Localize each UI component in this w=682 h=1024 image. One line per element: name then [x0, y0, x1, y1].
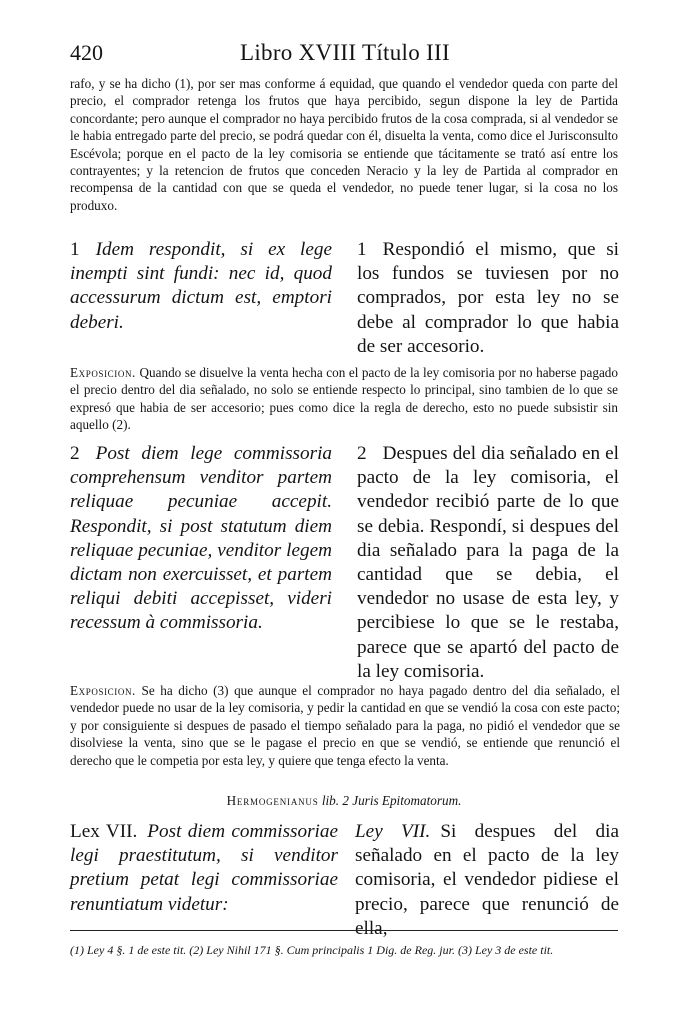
intro-paragraph: rafo, y se ha dicho (1), por ser mas conforme á equidad, que quando el vendedor queda con parte del precio, el comprador retenga los frutos que haya percibido, segun dispone la ley de Partida concordante; pero aunque el comprador no haya percibido frutos de la cosa comprada, si al vendedor se le habia entregado parte del precio, se podrá quedar con él, disuelta la venta, como dice el Jurisconsulto Escévola; porque en el pacto de la ley comisoria se entiende que tácitamente se trató así entre los contrayentes; y la retencion de frutos que conceden Neracio y la ley de Partida al comprador en recompensa de la cantidad con que se queda el vendedor, no puede tener lugar, si la cosa no los produxo. [70, 76, 618, 213]
exposition-2 [70, 682, 620, 769]
section-1-number-spanish: 1 [357, 239, 367, 260]
lex-7-latin-label: Lex VII. [70, 821, 138, 842]
section-1-latin-text: Idem respondit, si ex lege inempti sint fundi: nec id, quod accessurum dictum est, emptori deberi. [70, 239, 332, 333]
author-name: Hermogenianus [226, 793, 319, 808]
lex-7-spanish-text: Si despues del dia señalado en el pacto de la ley comisoria, el vendedor pidiese el precio, parece que renunció de ella, [355, 821, 619, 939]
lex-7-latin-text: Post diem commissoriae legi praestitutum, si venditor pretium petat legi commissoriae renuntiatum videtur: [70, 821, 338, 915]
author-source: lib. 2 Juris Epitomatorum. [321, 793, 462, 808]
section-2-latin-text: Post diem lege commissoria comprehensum venditor partem reliquae pecuniae accepit. Respondit, si post statutum diem reliquae pecuniae, venditor legem dictam non exercuisset, et partem reliqui debiti accepisset, videri recessum à commissoria. [70, 443, 332, 634]
exposition-1-label: Exposicion. [70, 365, 136, 380]
section-2-spanish [357, 442, 619, 684]
running-head: Libro XVIII Título III [240, 40, 450, 65]
footnote-rule [70, 930, 618, 931]
page-header [70, 40, 636, 74]
lex-7-spanish [355, 820, 619, 941]
section-2-number-latin: 2 [70, 443, 80, 464]
hermogenianus-citation [70, 793, 618, 809]
section-1-latin [70, 238, 332, 335]
section-2-latin [70, 442, 332, 636]
exposition-2-text: Se ha dicho (3) que aunque el comprador no haya pagado dentro del dia señalado, el vendedor puede no usar de la ley comisoria, y pedir la cantidad en que se vendió la cosa con este pacto; y por consiguiente si despues de pasado el tiempo señalado para la paga, no pidió el vendedor que se disolviese la venta, sino que se le pagase el precio en que se vendió, se entiende que renunció el derecho que le competia por esta ley, y quiere que tenga efecto la venta. [70, 683, 620, 768]
section-1-spanish [357, 238, 619, 359]
section-2-number-spanish: 2 [357, 443, 367, 464]
page-number: 420 [70, 40, 103, 65]
lex-7-spanish-label: Ley VII. [355, 821, 431, 842]
exposition-1-text: Quando se disuelve la venta hecha con el pacto de la ley comisoria por no haberse pagado el precio dentro del dia señalado, no solo se entiende respecto lo principal, sino tambien de lo que se expresó que habia de ser accesorio; pues como dice la regla de derecho, esto no puede subsistir sin aquello (2). [70, 365, 618, 433]
section-2-spanish-text: Despues del dia señalado en el pacto de la ley comisoria, el vendedor recibió parte de lo que se debia. Respondí, si despues del dia señalado para la paga de la cantidad que se debia, el vendedor no usase de esta ley, y percibiese lo que se le restaba, parece que se apartó del pacto de la ley comisoria. [357, 443, 619, 682]
footnotes: (1) Ley 4 §. 1 de este tit. (2) Ley Nihil 171 §. Cum principalis 1 Dig. de Reg. jur. (3) Ley 3 de este tit. [70, 943, 554, 957]
lex-7-latin [70, 820, 338, 917]
exposition-2-label: Exposicion. [70, 683, 136, 698]
exposition-1 [70, 364, 618, 434]
section-1-number-latin: 1 [70, 239, 80, 260]
section-1-spanish-text: Respondió el mismo, que si los fundos se tuviesen por no comprados, por esta ley no se debe al comprador lo que habia de ser accesorio. [357, 239, 619, 357]
